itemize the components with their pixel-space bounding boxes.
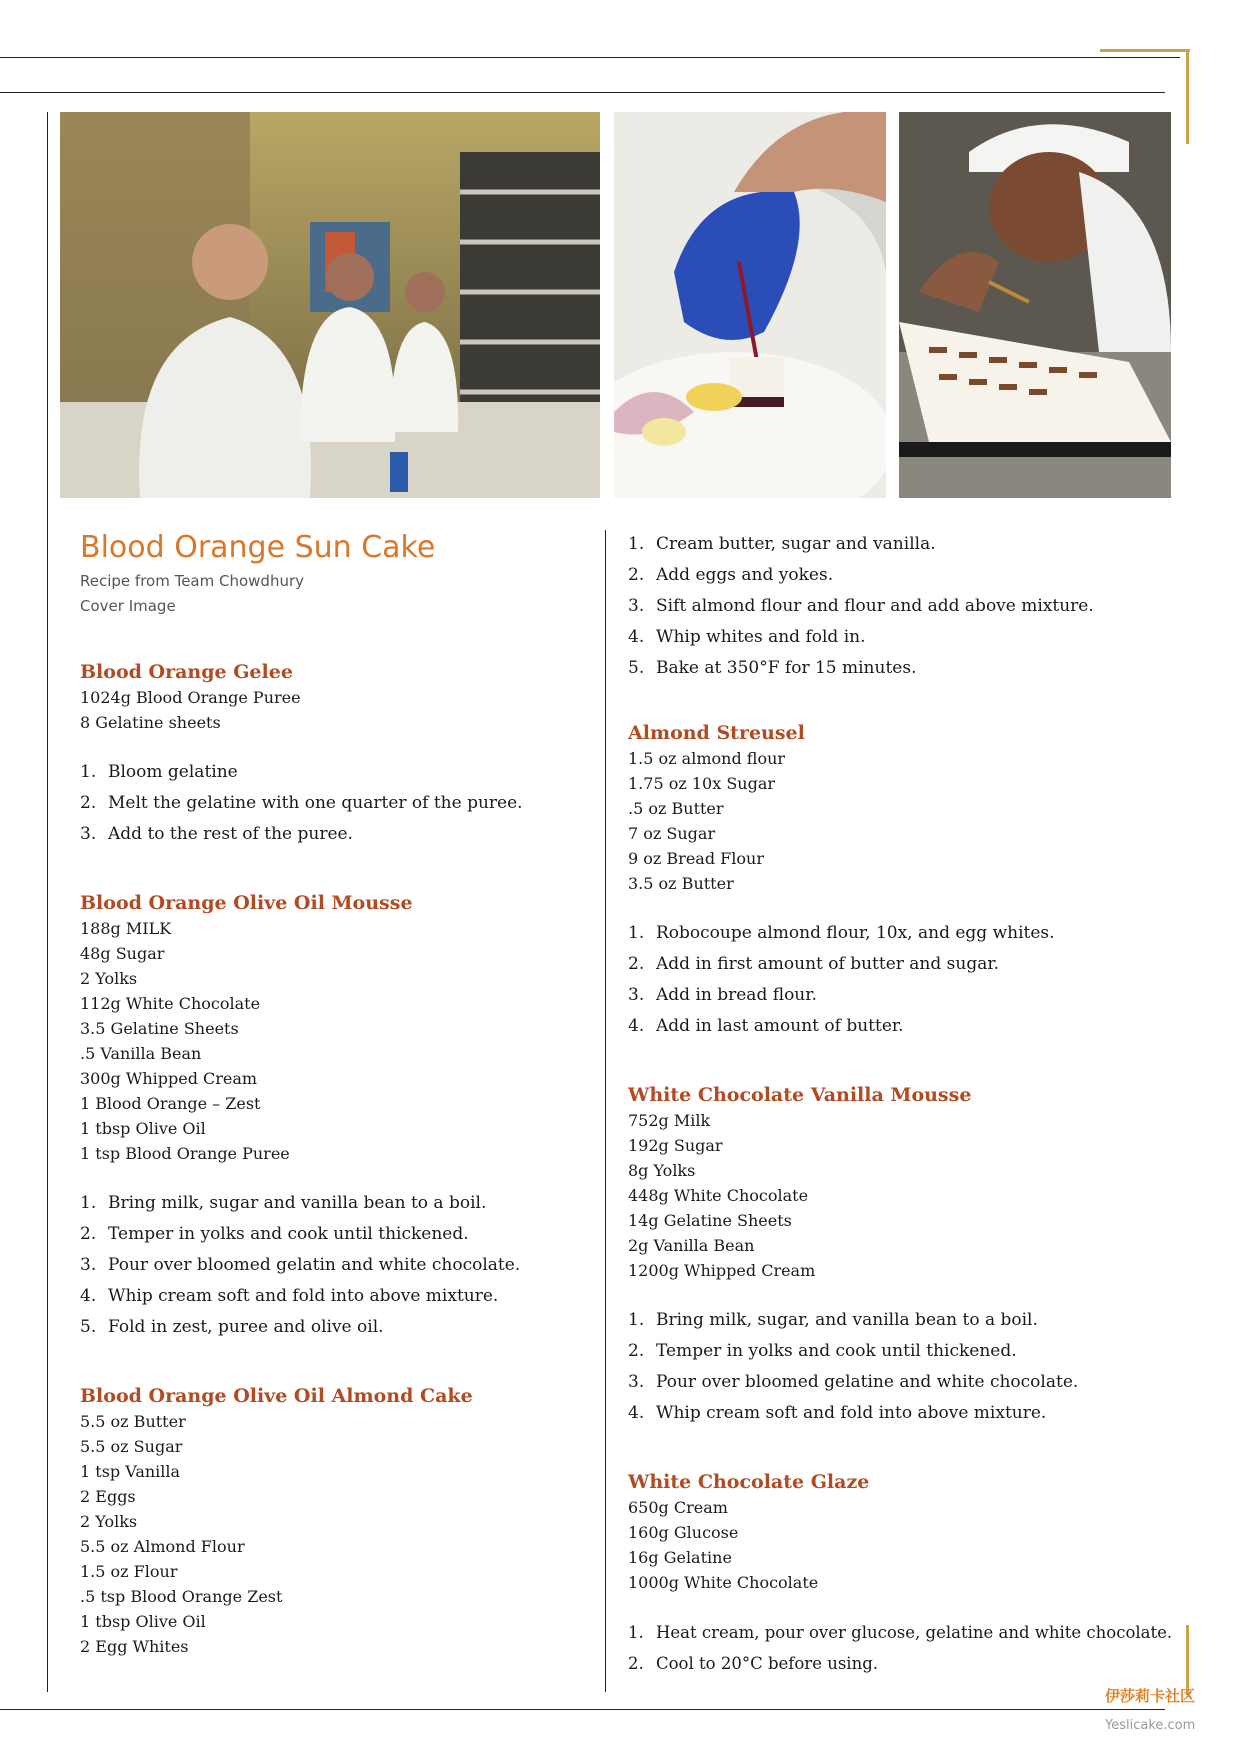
- ingredient-item: 448g White Chocolate: [628, 1186, 809, 1205]
- ingredient-item: 5.5 oz Butter: [80, 1412, 186, 1431]
- plating-photo: [614, 112, 886, 498]
- step-item: 2. Temper in yolks and cook until thickened.: [80, 1224, 469, 1244]
- ingredient-item: 300g Whipped Cream: [80, 1069, 258, 1088]
- streusel-section: [628, 720, 1173, 1042]
- ingredient-item: 1200g Whipped Cream: [628, 1261, 816, 1280]
- left-margin-rule: [47, 112, 48, 1692]
- recipe-title: Blood Orange Sun Cake: [80, 530, 436, 565]
- cake-heading: Blood Orange Olive Oil Almond Cake: [80, 1385, 473, 1407]
- ingredient-item: 1.5 oz Flour: [80, 1562, 178, 1581]
- ingredient-item: 1 tsp Blood Orange Puree: [80, 1144, 290, 1163]
- cake-section: [80, 1383, 590, 1659]
- ingredient-item: 2 Yolks: [80, 1512, 138, 1531]
- watermark-cn: 伊莎莉卡社区: [1105, 1687, 1196, 1705]
- step-item: 2. Melt the gelatine with one quarter of the puree.: [80, 793, 523, 813]
- ingredient-item: .5 oz Butter: [628, 799, 724, 818]
- ingredient-item: 8 Gelatine sheets: [80, 713, 221, 732]
- ingredient-item: 2 Egg Whites: [80, 1637, 189, 1656]
- gold-corner-top: [1100, 49, 1190, 52]
- gelee-section: [80, 659, 590, 850]
- ingredient-item: 9 oz Bread Flour: [628, 849, 764, 868]
- ingredient-item: 2g Vanilla Bean: [628, 1236, 755, 1255]
- step-item: 3. Sift almond flour and flour and add above mixture.: [628, 596, 1094, 616]
- step-item: 1. Heat cream, pour over glucose, gelatine and white chocolate.: [628, 1623, 1173, 1642]
- cake-steps: [628, 529, 1173, 684]
- chef-dusting-image: [899, 112, 1171, 498]
- gelee-heading: Blood Orange Gelee: [80, 661, 293, 683]
- kitchen-scene-photo: [60, 112, 600, 498]
- column-divider: [605, 530, 606, 1692]
- watermark-url: Yeslicake.com: [1105, 1718, 1196, 1733]
- wc-mousse-heading: White Chocolate Vanilla Mousse: [628, 1084, 972, 1106]
- recipe-credit: Recipe from Team Chowdhury: [80, 572, 305, 590]
- ingredient-item: 1000g White Chocolate: [628, 1573, 819, 1592]
- cake-method-section: [628, 529, 1173, 684]
- step-item: 5. Bake at 350°F for 15 minutes.: [628, 658, 917, 678]
- wc-mousse-section: [628, 1082, 1173, 1429]
- plating-image: [614, 112, 886, 498]
- step-item: 1. Bring milk, sugar, and vanilla bean to a boil.: [628, 1310, 1038, 1330]
- step-item: 3. Add in bread flour.: [628, 985, 817, 1005]
- ingredient-item: 3.5 oz Butter: [628, 874, 734, 893]
- step-item: 3. Pour over bloomed gelatine and white chocolate.: [628, 1372, 1079, 1392]
- mousse-ingredients: [80, 916, 590, 1166]
- ingredient-item: 2 Eggs: [80, 1487, 136, 1506]
- ingredient-item: 3.5 Gelatine Sheets: [80, 1019, 239, 1038]
- ingredient-item: 1 tbsp Olive Oil: [80, 1119, 206, 1138]
- step-item: 2. Cool to 20°C before using.: [628, 1654, 879, 1673]
- step-item: 4. Whip cream soft and fold into above mixture.: [80, 1286, 499, 1306]
- step-item: 1. Bring milk, sugar and vanilla bean to a boil.: [80, 1193, 487, 1213]
- recipe-header: [80, 530, 590, 619]
- gelee-ingredients: [80, 685, 590, 735]
- ingredient-item: 5.5 oz Almond Flour: [80, 1537, 245, 1556]
- ingredient-item: .5 Vanilla Bean: [80, 1044, 202, 1063]
- glaze-heading: White Chocolate Glaze: [628, 1471, 870, 1493]
- glaze-ingredients: [628, 1495, 1173, 1595]
- ingredient-item: 650g Cream: [628, 1498, 728, 1517]
- step-item: 2. Temper in yolks and cook until thickened.: [628, 1341, 1017, 1361]
- ingredient-item: 5.5 oz Sugar: [80, 1437, 183, 1456]
- chef-dusting-photo: [899, 112, 1171, 498]
- streusel-heading: Almond Streusel: [628, 722, 805, 744]
- ingredient-item: 188g MILK: [80, 919, 172, 938]
- ingredient-item: 192g Sugar: [628, 1136, 723, 1155]
- kitchen-scene-image: [60, 112, 600, 498]
- mousse-steps: [80, 1188, 590, 1343]
- ingredient-item: 752g Milk: [628, 1111, 711, 1130]
- gold-edge-top: [1186, 49, 1189, 144]
- ingredient-item: 1 tsp Vanilla: [80, 1462, 181, 1481]
- step-item: 2. Add eggs and yokes.: [628, 565, 834, 585]
- ingredient-item: 1.5 oz almond flour: [628, 749, 786, 768]
- ingredient-item: .5 tsp Blood Orange Zest: [80, 1587, 283, 1606]
- right-column: [628, 529, 1173, 1719]
- ingredient-item: 14g Gelatine Sheets: [628, 1211, 792, 1230]
- top-rule: [0, 57, 1180, 58]
- wc-mousse-ingredients: [628, 1108, 1173, 1283]
- ingredient-item: 1024g Blood Orange Puree: [80, 688, 301, 707]
- step-item: 5. Fold in zest, puree and olive oil.: [80, 1317, 384, 1337]
- ingredient-item: 1 Blood Orange – Zest: [80, 1094, 261, 1113]
- step-item: 3. Pour over bloomed gelatin and white chocolate.: [80, 1255, 521, 1275]
- step-item: 2. Add in first amount of butter and sugar.: [628, 954, 1000, 974]
- ingredient-item: 1.75 oz 10x Sugar: [628, 774, 776, 793]
- left-column: [80, 530, 590, 1699]
- ingredient-item: 16g Gelatine: [628, 1548, 732, 1567]
- step-item: 4. Whip whites and fold in.: [628, 627, 866, 647]
- mousse-section: [80, 890, 590, 1343]
- glaze-steps: [628, 1617, 1173, 1679]
- cake-ingredients: [80, 1409, 590, 1659]
- ingredient-item: 2 Yolks: [80, 969, 138, 988]
- wc-mousse-steps: [628, 1305, 1173, 1429]
- ingredient-item: 8g Yolks: [628, 1161, 696, 1180]
- step-item: 4. Whip cream soft and fold into above mixture.: [628, 1403, 1047, 1423]
- ingredient-item: 7 oz Sugar: [628, 824, 716, 843]
- streusel-ingredients: [628, 746, 1173, 896]
- step-item: 3. Add to the rest of the puree.: [80, 824, 353, 844]
- ingredient-item: 112g White Chocolate: [80, 994, 261, 1013]
- glaze-section: [628, 1469, 1173, 1679]
- ingredient-item: 48g Sugar: [80, 944, 165, 963]
- step-item: 1. Bloom gelatine: [80, 762, 238, 782]
- gelee-steps: [80, 757, 590, 850]
- mousse-heading: Blood Orange Olive Oil Mousse: [80, 892, 413, 914]
- header-rule: [0, 92, 1165, 93]
- streusel-steps: [628, 918, 1173, 1042]
- ingredient-item: 1 tbsp Olive Oil: [80, 1612, 206, 1631]
- step-item: 1. Robocoupe almond flour, 10x, and egg whites.: [628, 923, 1055, 943]
- ingredient-item: 160g Glucose: [628, 1523, 739, 1542]
- cover-image-caption: Cover Image: [80, 597, 176, 615]
- step-item: 1. Cream butter, sugar and vanilla.: [628, 534, 936, 554]
- step-item: 4. Add in last amount of butter.: [628, 1016, 904, 1036]
